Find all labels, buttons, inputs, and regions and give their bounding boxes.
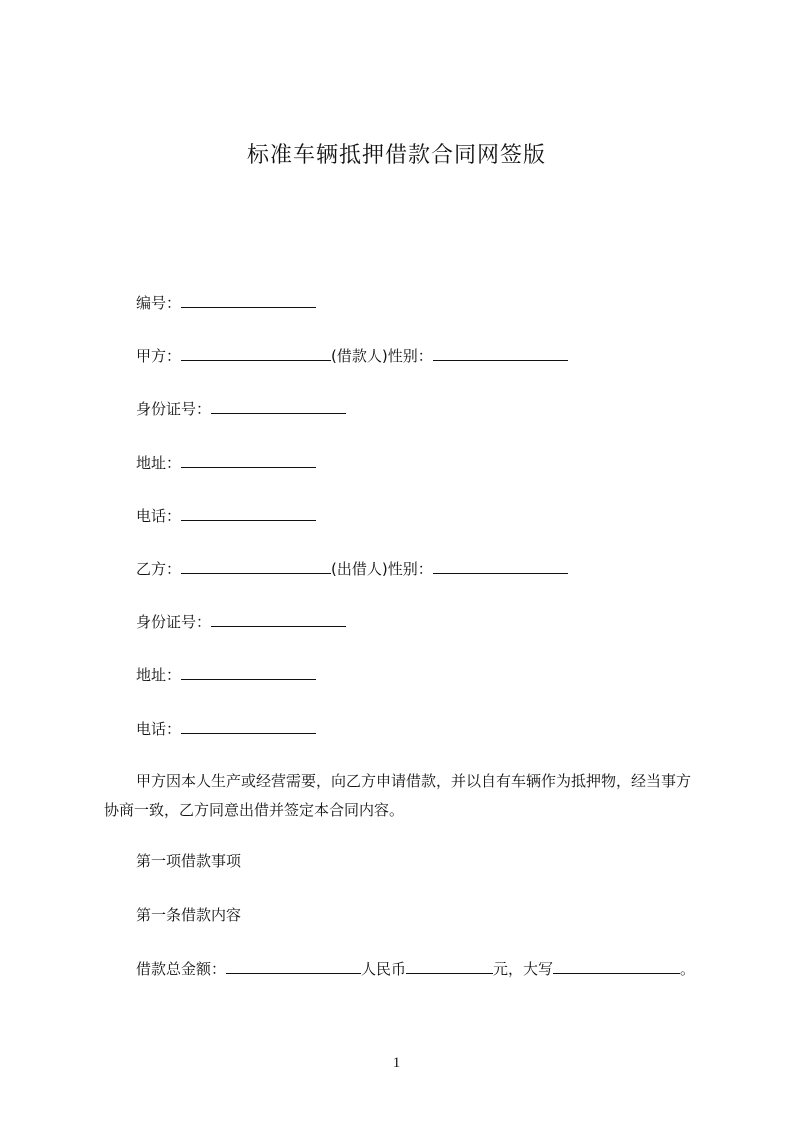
party-b-gender-blank[interactable] — [433, 557, 568, 574]
party-b-role: (出借人) — [331, 560, 388, 578]
party-b-address-blank[interactable] — [181, 663, 316, 680]
party-a-role: (借款人) — [331, 347, 388, 365]
party-b-id-label: 身份证号： — [136, 613, 212, 631]
party-b-phone-blank[interactable] — [181, 717, 316, 734]
party-a-gender-label: 性别： — [387, 347, 433, 365]
party-b-name-blank[interactable] — [181, 557, 331, 574]
document-title: 标准车辆抵押借款合同网签版 — [246, 143, 546, 168]
loan-rmb-blank[interactable] — [406, 957, 493, 974]
article-heading: 第一条借款内容 — [136, 906, 242, 924]
loan-uppercase-blank[interactable] — [553, 957, 680, 974]
party-a-phone-label: 电话： — [136, 507, 182, 525]
section-heading: 第一项借款事项 — [136, 852, 242, 870]
loan-currency-label: 人民币 — [361, 960, 407, 978]
party-b-gender-label: 性别： — [387, 560, 433, 578]
intro-paragraph: 甲方因本人生产或经营需要，向乙方申请借款，并以自有车辆作为抵押物，经当事方协商一致，乙方同意出借并签定本合同内容。 — [104, 772, 692, 819]
contract-number-line — [136, 291, 316, 314]
party-b-phone-line — [136, 717, 316, 740]
party-b-address-label: 地址： — [136, 666, 182, 684]
party-b-id-line — [136, 610, 346, 633]
party-a-address-label: 地址： — [136, 454, 182, 472]
loan-amount-line — [136, 957, 695, 980]
party-b-line — [136, 557, 568, 580]
party-a-name-blank[interactable] — [181, 344, 331, 361]
party-b-address-line — [136, 663, 316, 686]
loan-amount-blank[interactable] — [226, 957, 361, 974]
party-a-phone-blank[interactable] — [181, 504, 316, 521]
party-a-address-line — [136, 451, 316, 474]
loan-unit-label: 元，大写 — [493, 960, 554, 978]
party-b-phone-label: 电话： — [136, 720, 182, 738]
party-b-label: 乙方： — [136, 560, 182, 578]
party-a-id-line — [136, 397, 346, 420]
party-a-label: 甲方： — [136, 347, 182, 365]
party-a-gender-blank[interactable] — [433, 344, 568, 361]
contract-number-blank[interactable] — [181, 291, 316, 308]
party-a-line — [136, 344, 568, 367]
party-a-address-blank[interactable] — [181, 451, 316, 468]
party-a-id-blank[interactable] — [211, 397, 346, 414]
loan-amount-label: 借款总金额： — [136, 960, 227, 978]
page-number: 1 — [392, 1055, 401, 1071]
party-b-id-blank[interactable] — [211, 610, 346, 627]
loan-amount-end: 。 — [680, 960, 696, 978]
party-a-phone-line — [136, 504, 316, 527]
contract-number-label: 编号： — [136, 294, 182, 312]
party-a-id-label: 身份证号： — [136, 400, 212, 418]
